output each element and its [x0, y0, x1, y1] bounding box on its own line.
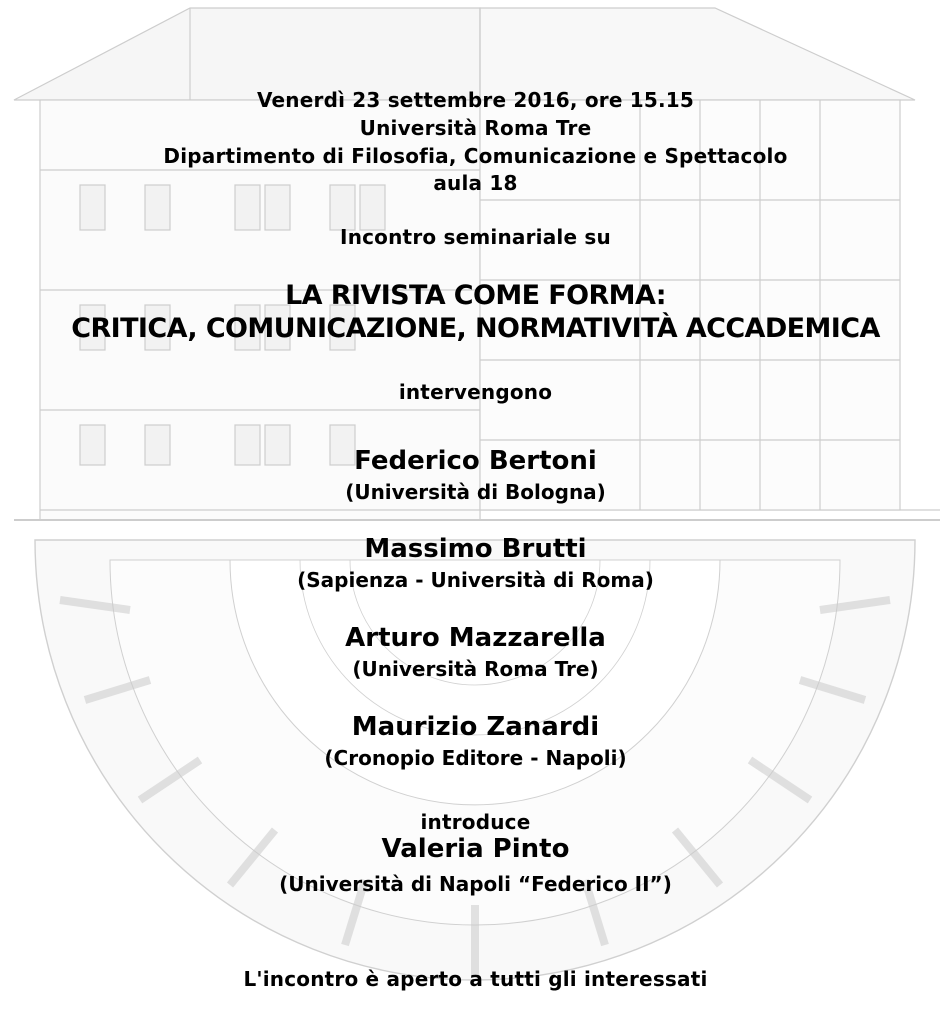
department-name: Dipartimento di Filosofia, Comunicazione e Spettacolo: [163, 144, 788, 168]
speakers-label: intervengono: [398, 380, 553, 404]
speaker-affiliation: (Sapienza - Università di Roma): [297, 568, 654, 592]
introducer-name: Valeria Pinto: [381, 834, 570, 864]
speaker-name: Maurizio Zanardi: [351, 712, 600, 742]
speaker-name: Federico Bertoni: [354, 446, 597, 476]
introducer-affiliation: (Università di Napoli “Federico II”): [279, 872, 672, 896]
speaker-name: Massimo Brutti: [364, 534, 587, 564]
introducer-label: introduce: [420, 810, 531, 834]
event-date-time: Venerdì 23 settembre 2016, ore 15.15: [256, 88, 695, 112]
university-name: Università Roma Tre: [359, 116, 592, 140]
title-line-2: CRITICA, COMUNICAZIONE, NORMATIVITÀ ACCADEMICA: [71, 313, 880, 344]
footer-note: L'incontro è aperto a tutti gli interessati: [243, 967, 708, 991]
speaker-affiliation: (Università Roma Tre): [352, 657, 599, 681]
intro-label: Incontro seminariale su: [340, 225, 611, 249]
speaker-affiliation: (Cronopio Editore - Napoli): [324, 746, 627, 770]
speaker-name: Arturo Mazzarella: [345, 623, 606, 653]
speaker-affiliation: (Università di Bologna): [345, 480, 606, 504]
title-line-1: LA RIVISTA COME FORMA:: [285, 280, 666, 311]
room-label: aula 18: [433, 171, 518, 195]
